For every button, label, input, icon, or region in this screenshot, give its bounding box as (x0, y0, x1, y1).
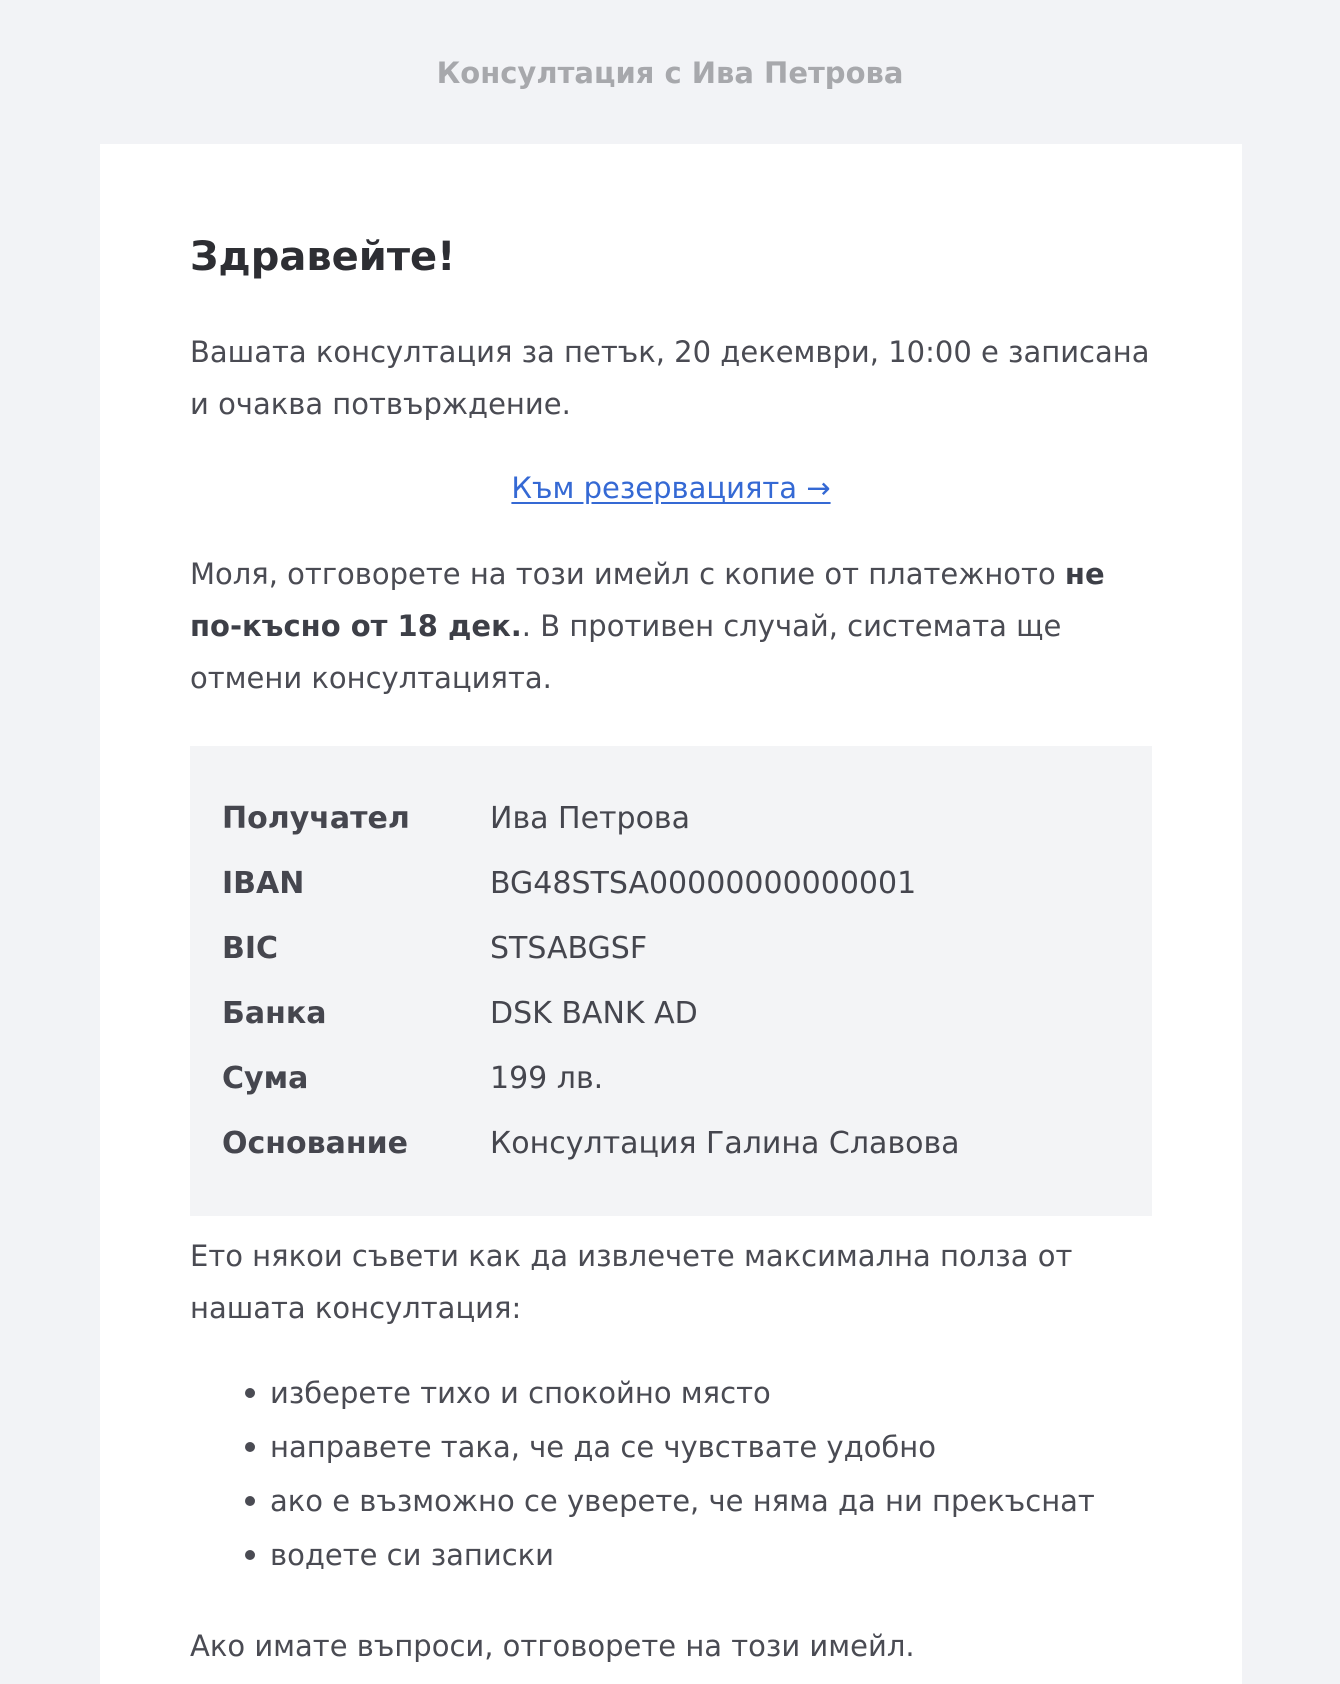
bank-row-bank (222, 981, 1120, 1046)
bank-value-recipient: Ива Петрова (490, 801, 690, 836)
deadline-text-end: . В противен случай, системата ще отмени консултацията. (190, 609, 1062, 695)
list-item (270, 1474, 1152, 1528)
bank-value-bank: DSK BANK AD (490, 996, 698, 1031)
bullet-icon (245, 1496, 255, 1506)
bank-label-reference: Основание (222, 1126, 408, 1161)
reservation-link[interactable]: Към резервацията → (511, 471, 831, 505)
email-card (100, 144, 1242, 1684)
bank-value-bic: STSABGSF (490, 931, 648, 966)
bank-details-box (190, 746, 1152, 1216)
bank-value-amount: 199 лв. (490, 1061, 604, 1096)
tip-text: направете така, че да се чувствате удобно (270, 1430, 936, 1464)
email-subject-title: Консултация с Ива Петрова (436, 56, 904, 90)
tips-list (190, 1366, 1152, 1582)
list-item (270, 1528, 1152, 1582)
tip-text: изберете тихо и спокойно място (270, 1376, 771, 1410)
payment-deadline-text (190, 548, 1152, 704)
bank-row-iban (222, 851, 1120, 916)
deadline-date: не по-късно от 18 дек. (190, 557, 1105, 643)
bank-label-recipient: Получател (222, 801, 410, 836)
tips-intro-text: Ето някои съвети как да извлечете максимална полза от нашата консултация: (190, 1239, 1073, 1325)
email-content (190, 224, 1152, 1672)
bank-row-bic (222, 916, 1120, 981)
tip-text: водете си записки (270, 1538, 554, 1572)
bank-row-recipient (222, 786, 1120, 851)
booking-status-text: Вашата консултация за петък, 20 декември, 10:00 е записана и очаква потвърждение. (190, 335, 1150, 421)
list-item (270, 1420, 1152, 1474)
bank-label-amount: Сума (222, 1061, 309, 1096)
list-item (270, 1366, 1152, 1420)
bank-row-reference (222, 1111, 1120, 1176)
bank-label-iban: IBAN (222, 866, 305, 901)
bullet-icon (245, 1388, 255, 1398)
bank-label-bic: BIC (222, 931, 279, 966)
bullet-icon (245, 1442, 255, 1452)
bank-value-reference: Консултация Галина Славова (490, 1126, 960, 1161)
bank-value-iban: BG48STSA00000000000001 (490, 866, 917, 901)
tip-text: ако е възможно се уверете, че няма да ни прекъснат (270, 1484, 1095, 1518)
greeting-heading: Здравейте! (190, 234, 456, 280)
bullet-icon (245, 1550, 255, 1560)
reservation-link-row (190, 462, 1152, 514)
deadline-text-start: Моля, отговорете на този имейл с копие от платежното (190, 557, 1065, 591)
closing-text: Ако имате въпроси, отговорете на този имейл. (190, 1629, 915, 1663)
bank-label-bank: Банка (222, 996, 327, 1031)
bank-row-amount (222, 1046, 1120, 1111)
